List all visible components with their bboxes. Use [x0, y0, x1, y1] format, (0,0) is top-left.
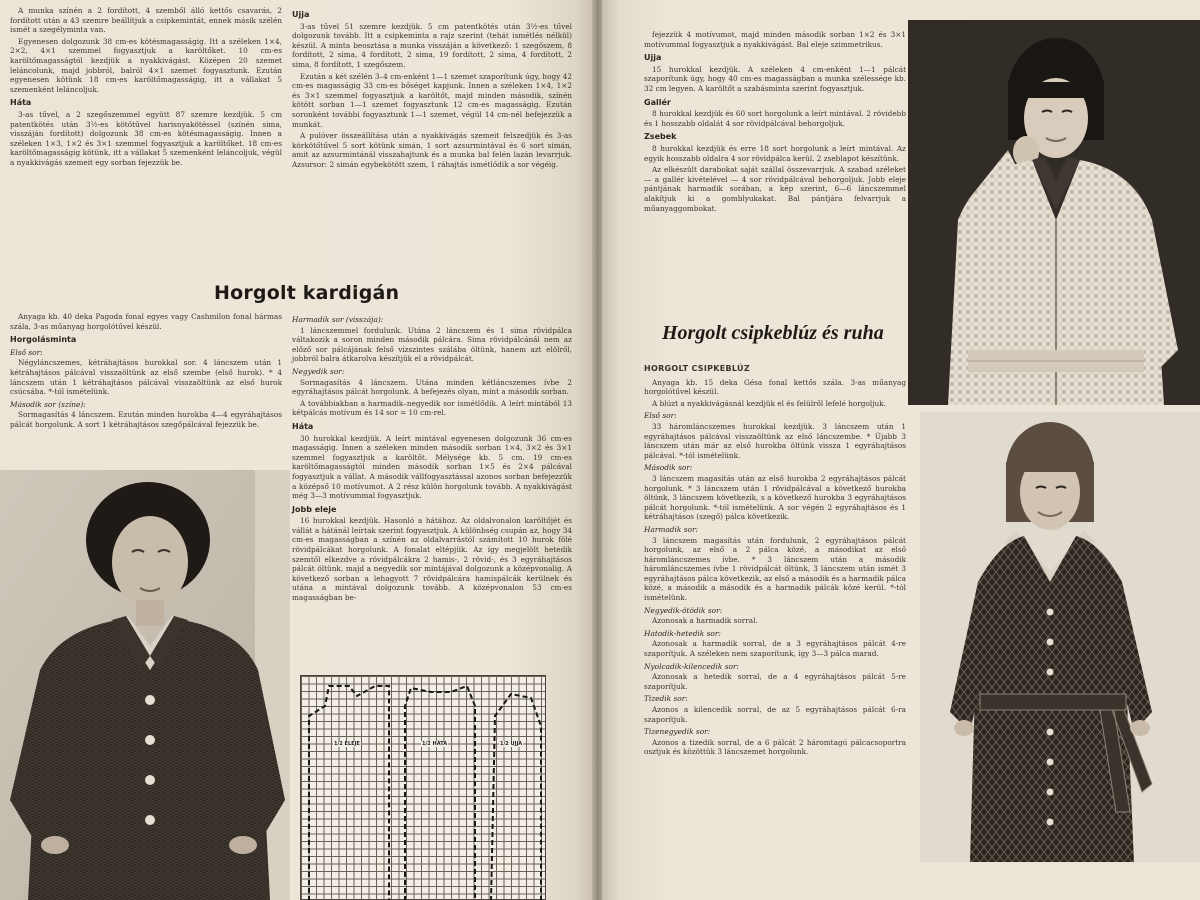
photo-woman-lace-cardigan: [908, 20, 1200, 405]
section-subtitle: HORGOLT CSIPKEBLÚZ: [644, 364, 750, 373]
row-label: Első sor:: [644, 411, 677, 421]
row-label: Hatodik-hetedik sor:: [644, 628, 721, 638]
right-column-pattern: [292, 312, 572, 605]
row-label: Második sor (színe):: [10, 399, 86, 409]
article-title-kardigan: Horgolt kardigán: [214, 282, 400, 304]
section-heading-hata: Háta: [292, 421, 314, 431]
paragraph: 3-as tűvel 51 szemre kezdjük. 5 cm patentkötés után 3½-es tűvel dolgozunk tovább. Itt a csipkeminta a rajz szerint (tehát ismétlés nélkül) készül. A minta beosztása a munka visszáján a következő: 1 szegőszem, 8 fordított, 2 sima, 4 fordított, 2 sima, 19 fordított, 2 sima, 4 fordított, 2 sima, 8 fordított, 1 szegőszem.: [292, 21, 572, 69]
paragraph: A blúzt a nyakkivágásnál kezdjük el és felülről lefelé horgoljuk.: [652, 398, 886, 408]
paragraph: A továbbiakban a harmadik–negyedik sor ismétlődik. A leírt mintából 13 kétpálcás motívum és 14 sor = 10 cm-rel.: [292, 398, 572, 418]
paragraph: Egyenesen dolgozunk 38 cm-es kötésmagasságig. Itt a széleken 1×4, 2×2, 4×1 szemmel fogyasztjuk a karöltőket. 10 cm-es karöltőmagasságtól kezdjük a nyakkivágást. Középen 20 szemet leláncolunk, majd jobbról, balról 4×1 szemet fogyasztunk. Ezután egyenesen kötünk 18 cm-es karöltőmagasságig, itt a vállakat 5 szemenként leláncoljuk.: [10, 36, 282, 94]
photo-woman-lace-dress: [920, 412, 1200, 862]
row-label: Nyolcadik-kilencedik sor:: [644, 661, 739, 671]
paragraph: Ezután a két szélén 3–4 cm-enként 1—1 szemet szaporítunk úgy, hogy 42 cm-es magasságig 33 cm-es bőséget kapjunk. Innen a széleken 1×4, 1×2 és 3×1 szemmel fogyasztjuk a karöltőt, majd minden második, színén kötött sorban 1—1 szemet fogyasztunk 12 cm-es magasságig. Ezután soronként további fogyasztunk 1—1 szemet, végül 14 cm-nél befejezzük a munkát.: [292, 71, 572, 129]
paragraph: 3-as tűvel, a 2 szegőszemmel együtt 87 szemre kezdjük. 5 cm patentkötés után 3½-es kötőtűvel harisnyakötéssel (színén sima, visszáján fordított) dolgozunk 38 cm-es kötésmagasságig. Innen a széleken 1×3, 1×2 és 3×1 szemmel fogyasztjuk a karöltőket. 18 cm-es karöltőmagasságig kötünk, itt a vállakat 5 szemenként leláncoljuk, végül a nyakkivágás szemeit egy sorban fejezzük be.: [10, 109, 282, 167]
paragraph: 8 hurokkal kezdjük és erre 18 sort horgolunk a leírt mintával. Az egyik hosszabb oldalra 4 sor rövidpálca kerül. 2 zseblapot készítünk.: [644, 143, 906, 163]
row-label: Tizedik sor:: [644, 694, 688, 704]
paragraph: Azonos a kilencedik sorral, de az 5 egyráhajtásos pálcát 6-ra szaporítjuk.: [644, 705, 906, 724]
paragraph: 30 hurokkal kezdjük. A leírt mintával egyenesen dolgozunk 36 cm-es magasságig. Innen a széleken minden második sorban 1×4, 3×2 és 3×1 szemmel fogyasztjuk a karöltőt. Mélysége kb. 5 cm. 19 cm-es karöltőmagasságtól minden második sorban 1×5 és 2×4 pálcával fogyasztjuk a vállat. A második vállfogyasztással azonos sorban befejezzük a középső 10 motívumot. A 2 rész külön horgolunk tovább. A nyakkivágást még 3—3 motívummal fogyasztjuk.: [292, 433, 572, 501]
paragraph: Négyláncszemes, kétráhajtásos hurokkal sor. 4 láncszem után 1 kétráhajtásos pálcával visszaöltünk az első szembe (első hurok). * 4 láncszem után 1 kétráhajtásos pálcával visszaöltünk az első hurok csúcsába. *-tól ismételünk.: [10, 358, 282, 397]
paragraph: 33 háromláncszemes hurokkal kezdjük. 3 láncszem után 1 egyráhajtásos pálcával visszaöltünk az első láncszembe. * Újabb 3 láncszem után már az első hurokba öltünk vissza 1 egyráhajtásos pálcával. *-tól ismételünk.: [644, 421, 906, 460]
paragraph: Sormagasítás 4 láncszem. Ezután minden hurokba 4—4 egyráhajtásos pálcát horgolunk. A sort 1 kétráhajtásos szegőpálcával fejezzük be.: [10, 410, 282, 429]
paragraph: Anyaga kb. 40 deka Pagoda fonal egyes vagy Cashmilon fonal hármas szála, 3-as műanyag horgolótűvel készül.: [10, 312, 282, 331]
section-heading-ujja: Ujja: [644, 53, 662, 63]
paragraph: 8 hurokkal kezdjük és 60 sort horgolunk a leírt mintával. 2 rövidebb és 1 hosszabb oldalát 4 sor rövidpálcával behorgoljuk.: [644, 109, 906, 128]
article-title-csipkebluz: Horgolt csipkeblúz és ruha: [662, 322, 884, 344]
paragraph: 15 hurokkal kezdjük. A széleken 4 cm-enként 1—1 pálcát szaporítunk úgy, hogy 40 cm-es magasságban a munka szélessége kb. 32 cm legyen. A karöltőt a szabásminta szerint fogyasztjuk.: [644, 64, 906, 93]
pattern-label-ujja: 1/2 UJJA: [500, 741, 523, 747]
right-page-column-pattern: [644, 362, 906, 759]
paragraph: Sormagasítás 4 láncszem. Utána minden kétláncszemes ívbe 2 egyráhajtásos pálcát horgolunk. A befejezés olyan, mint a második sorban.: [292, 377, 572, 397]
right-column-top: [292, 6, 572, 172]
section-heading-galler: Gallér: [644, 97, 671, 107]
left-column-pattern: [10, 312, 282, 432]
paragraph: A pulóver összeállítása után a nyakkivágás szemeit felszedjük és 3-as körkötőtűvel 5 sort kötünk simán, 1 sort azsurmintával és 6 sort simán, amit az azsurmintánál visszahajtunk és a munka bal felén lazán levarrjuk. Azsursor: 2 simán egybekötött szem, 1 ráhajtás ismétlődik a sor végéig.: [292, 131, 572, 169]
row-label: Tizenegyedik sor:: [644, 727, 711, 737]
paragraph: 3 láncszem magasítás után fordulunk, 2 egyráhajtásos pálcát horgolunk, az első a 2 pálca közé, a másodikat az első háromláncszemes ívbe. * 3 láncszem után a második háromláncszemes ívbe 1 rövidpálcát öltünk, 3 láncszem után ismét 3 egyráhajtásos pálca következik, az első a második és a harmadik pálca közé, a második a második és a harmadik pálcák közé kerül. *-tól ismételünk.: [644, 535, 906, 603]
paragraph: Azonos a tizedik sorral, de a 6 pálcát 2 háromtagú pálcacsoportra osztjuk és közöttük 3 láncszemet horgolunk.: [644, 737, 906, 757]
row-label: Harmadik sor:: [644, 524, 698, 534]
section-heading-zsebek: Zsebek: [644, 132, 677, 142]
right-page-column-top: [644, 30, 906, 215]
section-heading-jobb-eleje: Jobb eleje: [292, 504, 337, 514]
paragraph: fejezzük 4 motívumot, majd minden második sorban 1×2 és 3×1 motívummal fogyasztjuk a nyakkivágást. Bal eleje szimmetrikus.: [644, 30, 906, 49]
paragraph: Azonosak a harmadik sorral, de a 3 egyráhajtásos pálcát 4-re szaporítjuk. A széleken nem szaporítunk, így 3—3 pálca marad.: [644, 639, 906, 659]
paragraph: A munka színén a 2 fordított, 4 szemből álló kettős csavarás, 2 fordított után a 43 szemre beállítjuk a csipkemintát, ennek másik szélén ismét a szegélyminta van.: [10, 6, 282, 35]
paragraph: 1 láncszemmel fordulunk. Utána 2 láncszem és 1 sima rövidpálca váltakozik a soron minden második pálcára. Sima rövidpálcánál nem az előző sor pálcájának felső vízszintes szálába öltünk, hanem azt elölről, jobbról balra átkarolva készítjük el a rövidpálcát.: [292, 325, 572, 364]
pattern-grid-diagram: [300, 675, 546, 900]
paragraph: 16 hurokkal kezdjük. Hasonló a hátához. Az oldalvonalon karöltőjét és vállát a hátánál leírtak szerint fogyasztjuk. A különbség csupán az, hogy 34 cm-es magasságban a színén az oldalvarrástól számított 10 hurok fölé rövidpálcákat horgolunk. A fonalat eltépjük. Az így megjelölt hetedik szemtől elkezdve a rövidpálcákra 2 hamis-, 2 rövid-, és 3 egyráhajtásos pálcát öltünk, majd a negyedik sor mintájával dolgozunk a középvonalig. A következő sorban a lehagyott 7 rövidpálcára hamispálcák kerülnek és utána a mintával dolgozunk tovább. A középvonalon 53 cm-es magasságban be-: [292, 516, 572, 603]
row-label: Negyedik sor:: [292, 366, 345, 376]
pattern-label-eleje: 1/2 ELEJE: [334, 741, 360, 747]
row-label: Első sor:: [10, 347, 43, 357]
paragraph: Az elkészült darabokat saját szállal összevarrjuk. A szabad széleket — a gallér kivételével — 4 sor rövidpálcával behorgoljuk. Jobb eleje pántjának harmadik sorában, a kép szerint, 6—6 láncszemmel alakítjuk ki a gomblyukakat. Bal pántjára felvarrjuk a műanyaggombokat.: [644, 165, 906, 213]
paragraph: 3 láncszem magasítás után az első hurokba 2 egyráhajtásos pálcát horgolunk. * 3 láncszem után 1 rövidpálcával a következő hurokba öltünk, 3 láncszem következik, s a következő hurokba 3 egyráhajtásos pálcát horgolunk. *-tól ismételünk. A sor végén 2 egyráhajtásos és 1 kétráhajtásos (szegő) pálca következik.: [644, 473, 906, 522]
paragraph: Azonosak a hetedik sorral, de a 4 egyráhajtásos pálcát 5-re szaporítjuk.: [644, 672, 906, 691]
section-heading-horgolasminta: Horgolásminta: [10, 335, 77, 345]
photo-woman-cardigan: [0, 470, 290, 900]
left-column-top: [10, 6, 282, 170]
right-page: [602, 0, 1200, 900]
section-heading-hata: Háta: [10, 98, 32, 108]
left-page: [0, 0, 594, 900]
row-label: Negyedik-ötödik sor:: [644, 605, 723, 615]
paragraph: Anyaga kb. 15 deka Gésa fonal kettős szála. 3-as műanyag horgolótűvel készül.: [644, 377, 906, 397]
pattern-label-hata: 1/2 HÁTA: [422, 741, 448, 747]
row-label: Második sor:: [644, 463, 693, 473]
paragraph: Azonosak a harmadik sorral.: [652, 616, 758, 626]
section-heading-ujja: Ujja: [292, 10, 310, 19]
row-label: Harmadik sor (visszája):: [292, 315, 384, 324]
